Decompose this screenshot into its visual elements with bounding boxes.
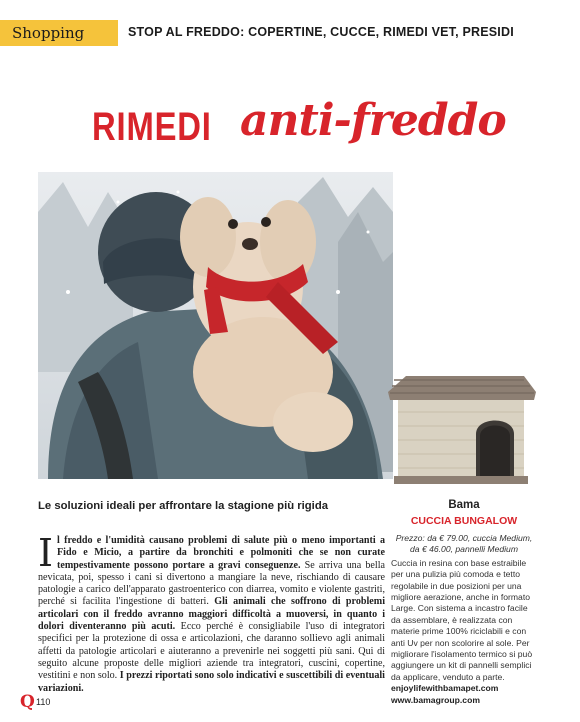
body-bold-3: I prezzi riportati sono solo indicativi e suscettibili di eventuali variazioni. [38, 670, 385, 694]
article-title [90, 95, 510, 175]
title-word-antifreddo: anti-freddo [240, 95, 506, 146]
price-line-1: Prezzo: da € 79.00, cuccia Medium, [395, 533, 533, 543]
body-intro: l freddo e l'umidità causano problemi di salute più o meno importanti a Fido e Micio, a partire da bronchiti e polmoniti che se non curate tempestivamente possono portare a gravi conseguenze. [57, 535, 385, 571]
article-lead: Le soluzioni ideali per affrontare la stagione più rigida [38, 500, 329, 512]
product-link-2[interactable]: www.bamagroup.com [391, 694, 480, 705]
product-name: CUCCIA BUNGALOW [410, 515, 518, 527]
product-sidebar [391, 499, 537, 706]
product-dog-house-image [384, 372, 539, 487]
price-line-2: da € 46.00, pannelli Medium [410, 544, 518, 555]
main-photo [38, 172, 393, 479]
drop-cap: I [38, 531, 54, 575]
header-title: STOP AL FREDDO: COPERTINE, CUCCE, RIMEDI VET, PRESIDI [128, 25, 514, 39]
page-header [0, 0, 580, 44]
product-description: Cuccia in resina con base estraibile per una pulizia più comoda e tetto regolabile in due posizioni per una migliore aerazione, anche in formato Large. Con sistema a incastro facile da assemblare, è realizzata con materie prime 100% riciclabili e con anti Uv per non scolorire al sole. Per migliorare l'isolamento termico si può aggiungere un kit di pannelli semplici da applicare, venduto a parte. [391, 557, 533, 682]
body-text-2: Ecco perché è consigliabile l'uso di integratori specifici per la protezione di ossa e articolazioni, che daranno sollievo agli animali affetti da patologie articolari e aiuteranno a prevenirle nei soggetti più sani. Qui di seguito alcune proposte delle migliori aziende tra integratori, cuscini, copertine, vestitini e non solo. [38, 621, 385, 682]
title-word-rimedi: RIMEDI [92, 105, 212, 149]
section-tag: Shopping [0, 20, 118, 46]
man-with-dog-image [38, 172, 393, 479]
body-bold-2: Gli animali che soffrono di problemi articolari con il freddo avranno maggiori difficoltà a muoversi, in quanto i dolori diventeranno più acuti. [38, 596, 385, 633]
page-number: 110 [36, 697, 51, 707]
magazine-logo: Q [20, 692, 35, 712]
article-body [38, 531, 385, 695]
product-price [391, 533, 537, 556]
product-link-1[interactable]: enjoylifewithbamapet.com [391, 683, 499, 694]
body-text-1: Se arriva una bella nevicata, poi, spesso i cani si divertono a mangiare la neve, rischiando di causare patologie a carico dell'apparato gastroenterico con diarrea, vomito e violente gastriti, perché si facilita l'ingestione di batteri. [38, 559, 385, 608]
product-brand: Bama [448, 499, 480, 511]
dog-house-icon [384, 372, 539, 487]
